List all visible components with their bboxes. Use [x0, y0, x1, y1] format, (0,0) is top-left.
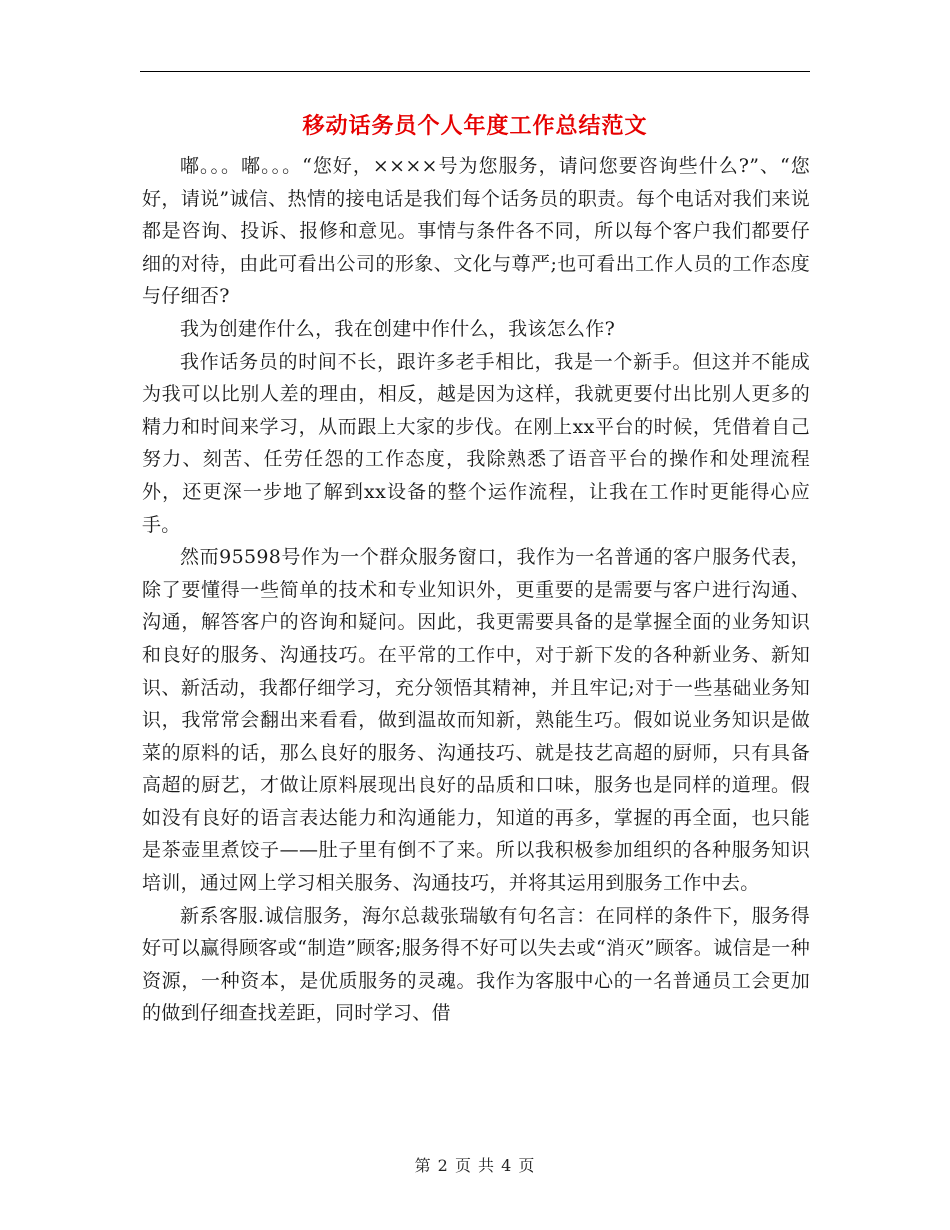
paragraph: 新系客服.诚信服务，海尔总裁张瑞敏有句名言：在同样的条件下，服务得好可以赢得顾客或“制造”顾客;服务得不好可以失去或“消灭”顾客。诚信是一种资源，一种资本，是优质服务的灵魂。我作为客服中心的一名普通员工会更加的做到仔细查找差距，同时学习、借	[142, 904, 810, 1025]
document-body	[142, 150, 810, 1030]
paragraph: 嘟。。。嘟。。。“您好，××××号为您服务，请问您要咨询些什么?”、“您好，请说”诚信、热情的接电话是我们每个话务员的职责。每个电话对我们来说都是咨询、投诉、报修和意见。事情与条件各不同，所以每个客户我们都要仔细的对待，由此可看出公司的形象、文化与尊严;也可看出工作人员的工作态度与仔细否?	[142, 155, 810, 308]
paragraph: 我作话务员的时间不长，跟许多老手相比，我是一个新手。但这并不能成为我可以比别人差的理由，相反，越是因为这样，我就更要付出比别人更多的精力和时间来学习，从而跟上大家的步伐。在刚上xx平台的时候，凭借着自己努力、刻苦、任劳任怨的工作态度，我除熟悉了语音平台的操作和处理流程外，还更深一步地了解到xx设备的整个运作流程，让我在工作时更能得心应手。	[142, 350, 810, 536]
document-title: 移动话务员个人年度工作总结范文	[302, 113, 648, 139]
paragraph: 然而95598号作为一个群众服务窗口，我作为一名普通的客户服务代表，除了要懂得一些简单的技术和专业知识外，更重要的是需要与客户进行沟通、沟通，解答客户的咨询和疑问。因此，我更需要具备的是掌握全面的业务知识和良好的服务、沟通技巧。在平常的工作中，对于新下发的各种新业务、新知识、新活动，我都仔细学习，充分领悟其精神，并且牢记;对于一些基础业务知识，我常常会翻出来看看，做到温故而知新，熟能生巧。假如说业务知识是做菜的原料的话，那么良好的服务、沟通技巧、就是技艺高超的厨师，只有具备高超的厨艺，才做让原料展现出良好的品质和口味，服务也是同样的道理。假如没有良好的语言表达能力和沟通能力，知道的再多，掌握的再全面，也只能是茶壶里煮饺子——肚子里有倒不了来。所以我积极参加组织的各种服务知识培训，通过网上学习相关服务、沟通技巧，并将其运用到服务工作中去。	[142, 546, 810, 895]
page-footer: 第 2 页 共 4 页	[414, 1156, 536, 1175]
header-rule	[140, 71, 810, 72]
paragraph: 我为创建作什么，我在创建中作什么，我该怎么作?	[180, 317, 616, 340]
